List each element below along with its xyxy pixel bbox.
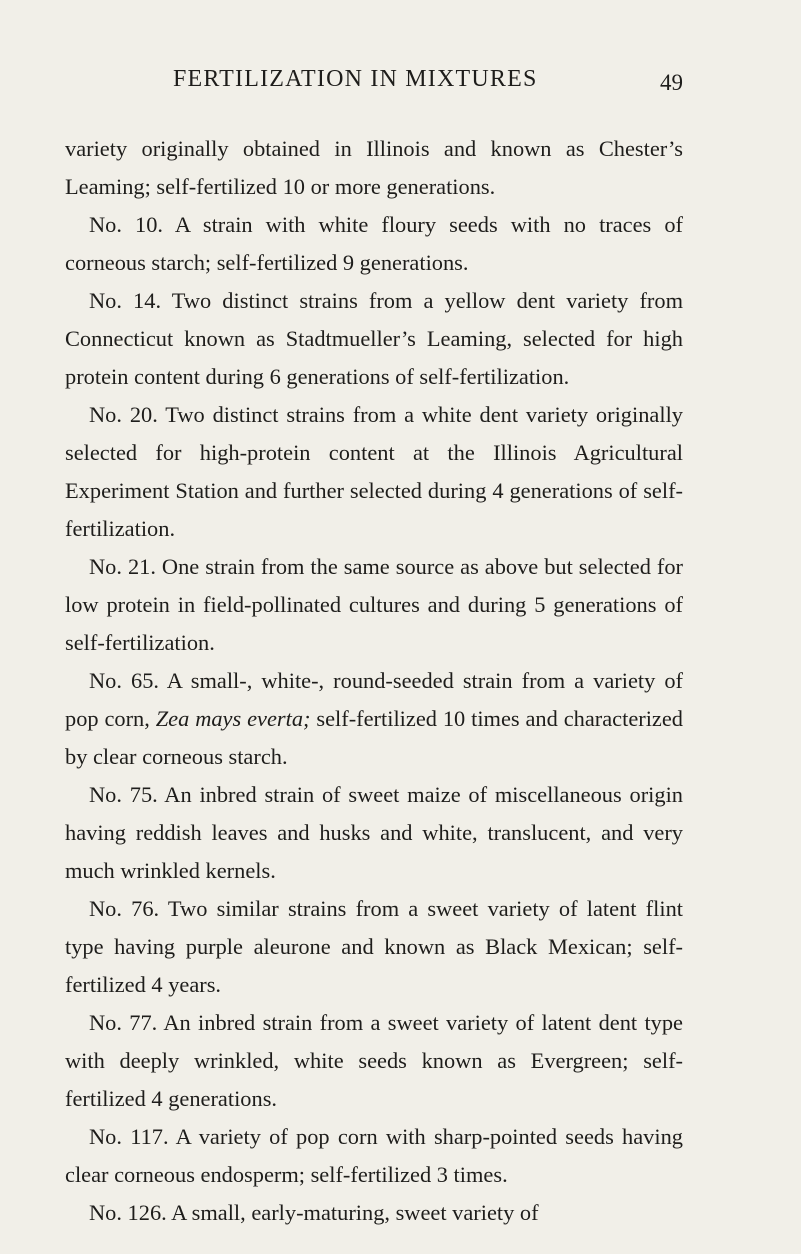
paragraph-no-65-text-end: self-fertilized 10 times and characterized by clear corneous starch.	[65, 706, 684, 769]
paragraph-no-65-text-start: No. 65. A small-, white-, round-seeded strain from a variety of pop corn,	[65, 668, 683, 731]
species-name: Zea mays everta;	[155, 706, 311, 731]
paragraph-no-65	[65, 662, 683, 776]
paragraph-no-77: No. 77. An inbred strain from a sweet variety of latent dent type with deeply wrinkled, white seeds known as Evergreen; self-fertilized 4 generations.	[65, 1010, 683, 1111]
paragraph-no-21: No. 21. One strain from the same source as above but selected for low protein in field-pollinated cultures and during 5 generations of self-fertilization.	[65, 554, 683, 655]
page-number: 49	[660, 70, 683, 95]
paragraph-continuation: variety originally obtained in Illinois and known as Chester’s Leaming; self-fertilized 10 or more generations.	[65, 136, 683, 199]
running-head	[65, 66, 683, 102]
body-text	[65, 130, 683, 1232]
paragraph-no-76: No. 76. Two similar strains from a sweet variety of latent flint type having purple aleurone and known as Black Mexican; self-fertilized 4 years.	[65, 896, 683, 997]
paragraph-no-20: No. 20. Two distinct strains from a white dent variety originally selected for high-protein content at the Illinois Agricultural Experiment Station and further selected during 4 generations of self-fertilization.	[65, 402, 683, 541]
paragraph-no-126: No. 126. A small, early-maturing, sweet variety of	[89, 1200, 539, 1225]
paragraph-no-75: No. 75. An inbred strain of sweet maize of miscellaneous origin having reddish leaves and husks and white, translucent, and very much wrinkled kernels.	[65, 782, 683, 883]
paragraph-no-14: No. 14. Two distinct strains from a yellow dent variety from Connecticut known as Stadtmueller’s Leaming, selected for high protein content during 6 generations of self-fertilization.	[65, 288, 683, 389]
book-page	[65, 0, 683, 1254]
paragraph-no-117: No. 117. A variety of pop corn with sharp-pointed seeds having clear corneous endosperm; self-fertilized 3 times.	[65, 1124, 683, 1187]
paragraph-no-10: No. 10. A strain with white floury seeds with no traces of corneous starch; self-fertilized 9 generations.	[65, 212, 683, 275]
running-title: FERTILIZATION IN MIXTURES	[173, 66, 538, 92]
